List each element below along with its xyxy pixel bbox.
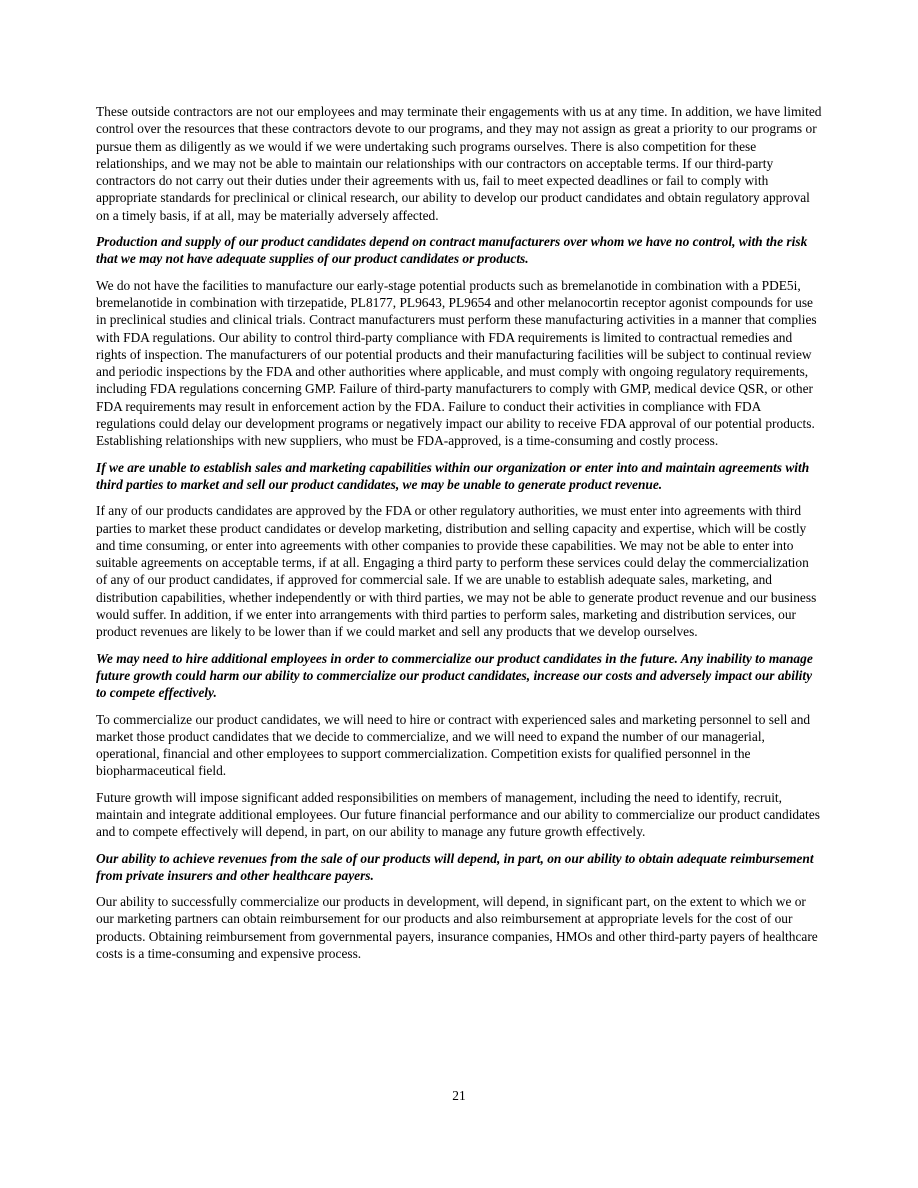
heading-hire-employees: We may need to hire additional employees in order to commercialize our product candidates in the future. Any inability to manage future growth could harm our ability to commercialize our product candidates, increase our costs and adversely impact our ability to compete effectively.	[96, 650, 813, 701]
page-number: 21	[452, 1088, 466, 1103]
paragraph-manufacturing: We do not have the facilities to manufacture our early-stage potential products such as bremelanotide in combination with a PDE5i, bremelanotide in combination with tirzepatide, PL8177, PL9643, PL9654 and other melanocortin receptor agonist compounds for use in preclinical studies and clinical trials. Contract manufacturers must perform these manufacturing activities in a manner that complies with FDA regulations. Our ability to control third-party compliance with FDA requirements is limited to contractual remedies and rights of inspection. The manufacturers of our potential products and their manufacturing facilities will be subject to continual review and periodic inspections by the FDA and other authorities where applicable, and must comply with ongoing regulatory requirements, including FDA regulations concerning GMP. Failure of third-party manufacturers to comply with GMP, medical device QSR, or other FDA requirements may result in enforcement action by the FDA. Failure to conduct their activities in compliance with FDA regulations could delay our development programs or negatively impact our ability to receive FDA approval of our potential products. Establishing relationships with new suppliers, who must be FDA-approved, is a time-consuming and costly process.	[96, 277, 817, 449]
heading-production-supply: Production and supply of our product candidates depend on contract manufacturers over whom we have no control, with the risk that we may not have adequate supplies of our product candidates or products.	[96, 234, 808, 267]
paragraph-hire-personnel: To commercialize our product candidates, we will need to hire or contract with experienced sales and marketing personnel to sell and market those product candidates that we decide to commercialize, and we will need to expand the number of our managerial, operational, financial and other employees to support commercialization. Competition exists for qualified personnel in the biopharmaceutical field.	[96, 711, 811, 779]
paragraph-reimbursement: Our ability to successfully commercialize our products in development, will depend, in significant part, on the extent to which we or our marketing partners can obtain reimbursement for our products and also reimbursement at appropriate levels for the cost of our products. Obtaining reimbursement from governmental payers, insurance companies, HMOs and other third-party payers of healthcare costs is a time-consuming and expensive process.	[96, 894, 818, 962]
paragraph-sales-marketing: If any of our products candidates are approved by the FDA or other regulatory authorities, we must enter into agreements with third parties to market these product candidates or develop marketing, distribution and selling capacity and expertise, which will be costly and time consuming, or enter into agreements with other companies to provide these capabilities. We may not be able to enter into suitable agreements on acceptable terms, if at all. Engaging a third party to perform these services could delay the commercialization of any of our product candidates, if approved for commercial sale. If we are unable to establish adequate sales, marketing, and distribution capabilities, whether independently or with third parties, we may not be able to generate product revenue and our business would suffer. In addition, if we enter into arrangements with third parties to perform sales, marketing and distribution services, our product revenues are likely to be lower than if we could market and sell any products that we develop ourselves.	[96, 503, 817, 640]
paragraph-contractors: These outside contractors are not our employees and may terminate their engagements with us at any time. In addition, we have limited control over the resources that these contractors devote to our programs, and they may not assign as great a priority to our programs or pursue them as diligently as we would if we were undertaking such programs ourselves. There is also competition for these relationships, and we may not be able to maintain our relationships with our contractors on acceptable terms. If our third-party contractors do not carry out their duties under their agreements with us, fail to meet expected deadlines or fail to comply with appropriate standards for preclinical or clinical research, our ability to develop our product candidates and obtain regulatory approval on a timely basis, if at all, may be materially adversely affected.	[96, 104, 822, 223]
heading-sales-marketing: If we are unable to establish sales and marketing capabilities within our organization or enter into and maintain agreements with third parties to market and sell our product candidates, we may be unable to generate product revenue.	[96, 459, 810, 492]
paragraph-future-growth: Future growth will impose significant added responsibilities on members of management, including the need to identify, recruit, maintain and integrate additional employees. Our future financial performance and our ability to commercialize our product candidates and to compete effectively will depend, in part, on our ability to manage any future growth effectively.	[96, 789, 820, 840]
heading-reimbursement: Our ability to achieve revenues from the sale of our products will depend, in part, on our ability to obtain adequate reimbursement from private insurers and other healthcare payers.	[96, 850, 814, 883]
document-body	[96, 103, 822, 971]
